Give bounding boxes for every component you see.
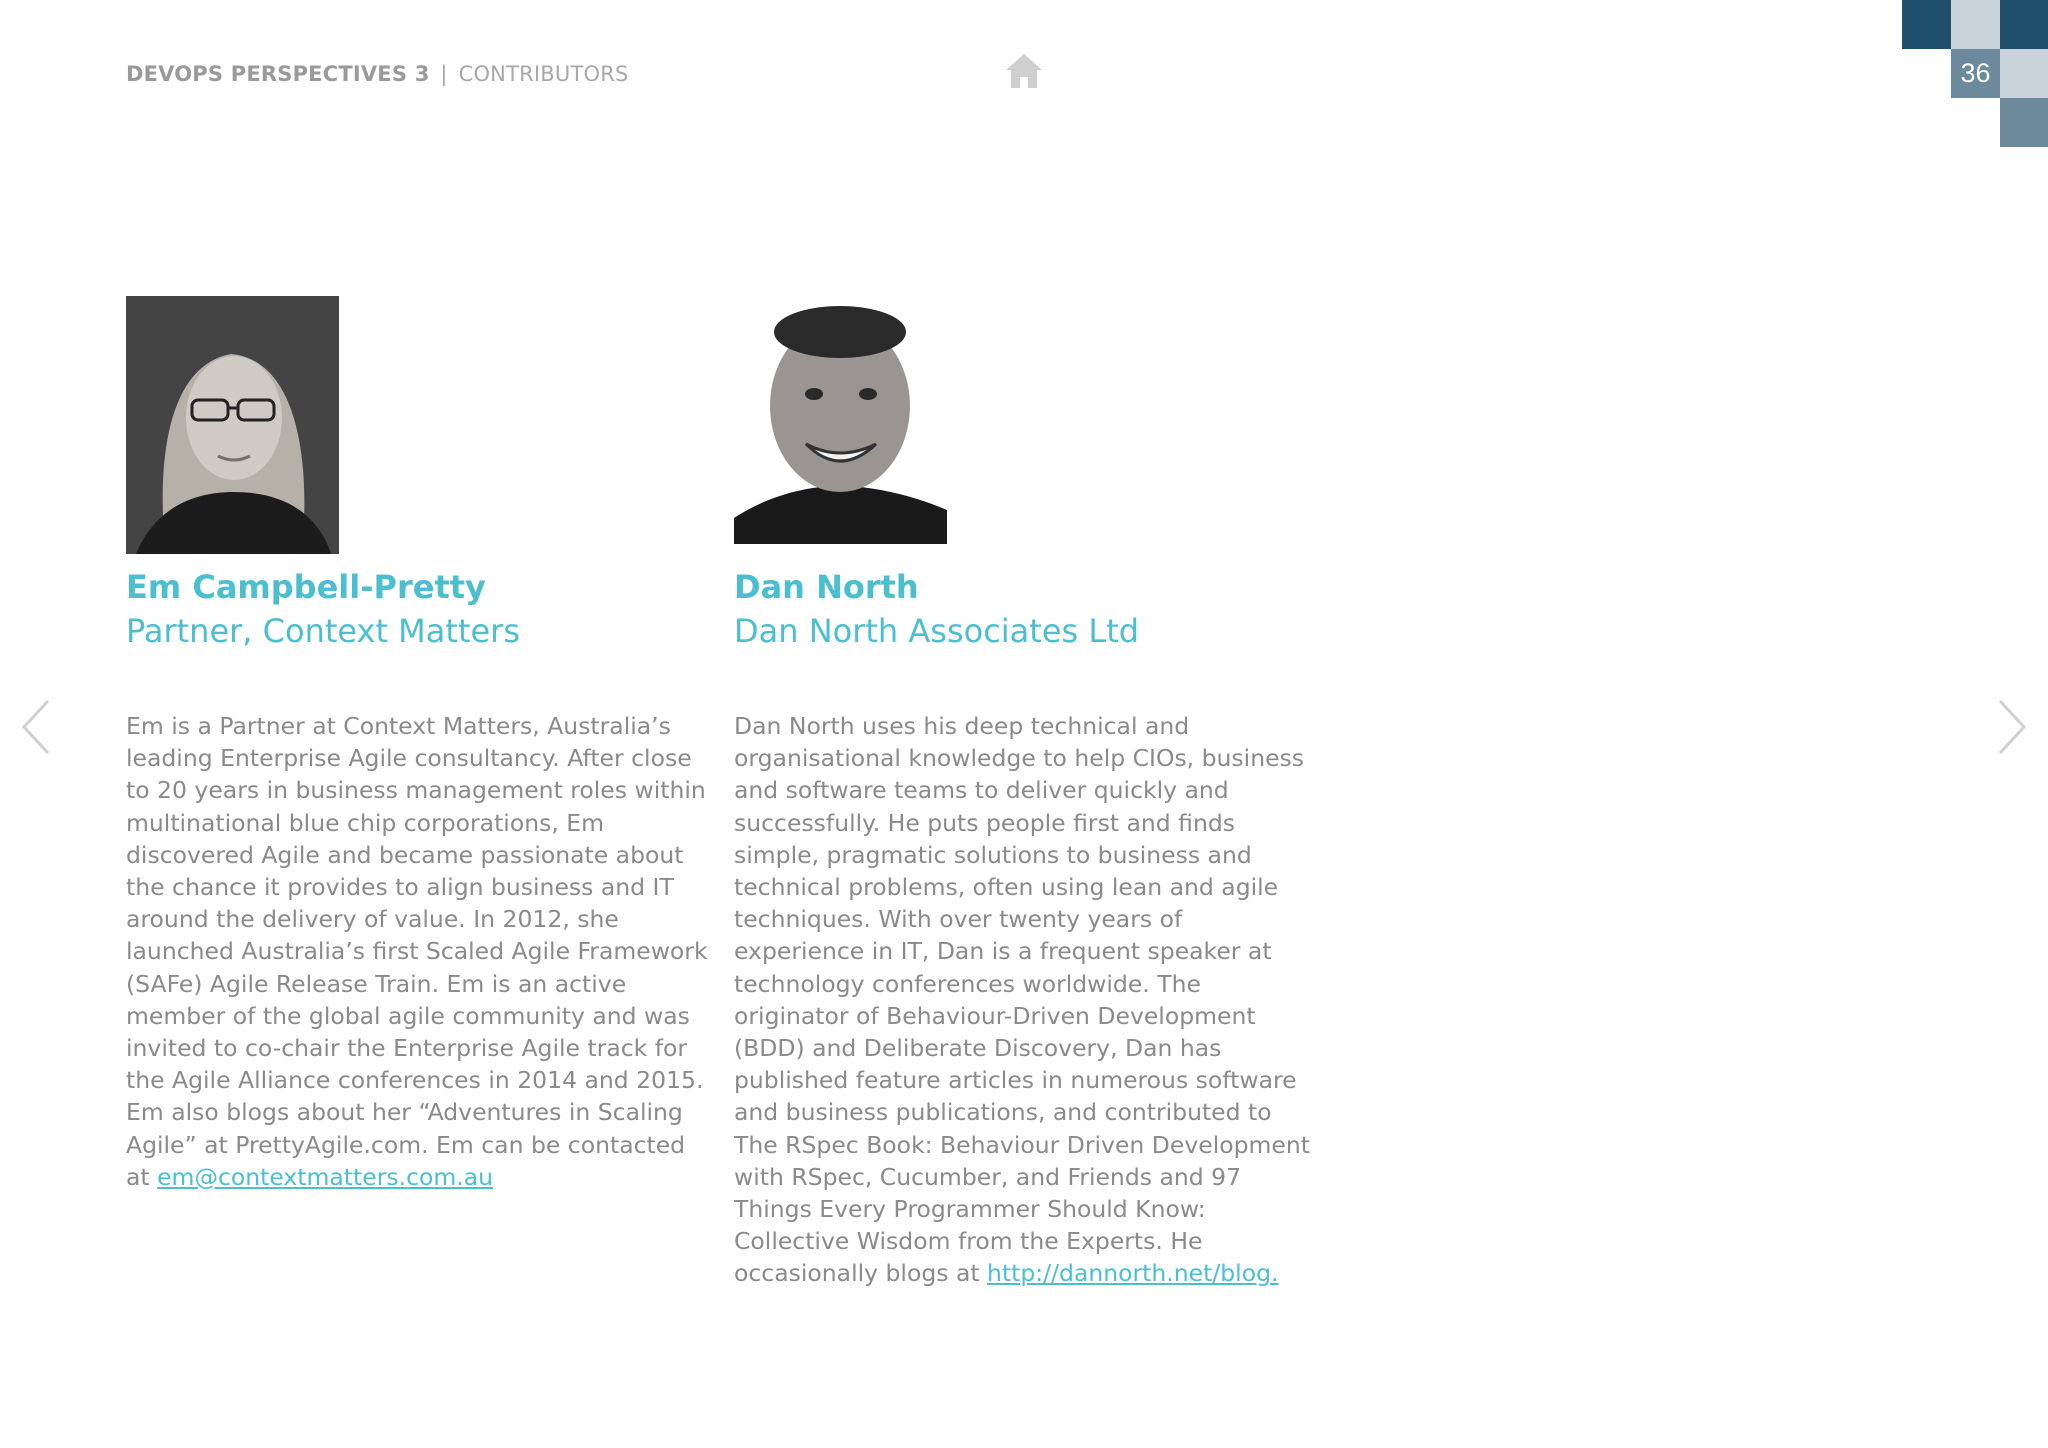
contributor-role: Partner, Context Matters bbox=[126, 612, 520, 650]
contributor-name: Dan North bbox=[734, 568, 919, 606]
contributor-name: Em Campbell-Pretty bbox=[126, 568, 486, 606]
chevron-left-icon[interactable] bbox=[18, 695, 58, 759]
corner-square-light bbox=[2000, 49, 2048, 98]
email-link[interactable]: em@contextmatters.com.au bbox=[157, 1162, 494, 1191]
contributor-card bbox=[734, 296, 1314, 1288]
bio-text: Em is a Partner at Context Matters, Australia’s leading Enterprise Agile consultancy. After close to 20 years in business management roles within multinational blue chip corporations, Em discovered Agile and became passionate about the chance it provides to align business and IT around the delivery of value. In 2012, she launched Australia’s first Scaled Agile Framework (SAFe) Agile Release Train. Em is an active member of the global agile community and was invited to co-chair the Enterprise Agile track for the Agile Alliance conferences in 2014 and 2015. Em also blogs about her “Adventures in Scaling Agile” at PrettyAgile.com. Em can be contacted at bbox=[126, 712, 708, 1191]
chevron-right-icon[interactable] bbox=[1990, 695, 2030, 759]
section-title: CONTRIBUTORS bbox=[458, 62, 629, 86]
header-separator: | bbox=[440, 62, 448, 86]
contributor-role: Dan North Associates Ltd bbox=[734, 612, 1140, 650]
contributor-photo bbox=[734, 296, 947, 544]
corner-square-light bbox=[1951, 0, 2000, 49]
blog-link[interactable]: http://dannorth.net/blog. bbox=[987, 1259, 1279, 1288]
corner-square-dark bbox=[1902, 0, 1951, 49]
corner-square-dark bbox=[2000, 0, 2048, 49]
bio-text: Dan North uses his deep technical and organisational knowledge to help CIOs, business and software teams to deliver quickly and successfully. He puts people first and finds simple, pragmatic solutions to business and technical problems, often using lean and agile techniques. With over twenty years of experience in IT, Dan is a frequent speaker at technology conferences worldwide. The originator of Behaviour-Driven Development (BDD) and Deliberate Discovery, Dan has published feature articles in numerous software and business publications, and contributed to The RSpec Book: Behaviour Driven Development with RSpec, Cucumber, and Friends and 97 Things Every Programmer Should Know: Collective Wisdom from the Experts. He occasionally blogs at bbox=[734, 712, 1310, 1288]
page-number: 36 bbox=[1960, 58, 1991, 88]
contributor-bio bbox=[126, 710, 711, 1193]
contributor-bio bbox=[734, 710, 1319, 1290]
corner-square-mid bbox=[2000, 98, 2048, 147]
running-header bbox=[126, 62, 629, 86]
contributor-card bbox=[126, 296, 708, 1191]
publication-title: DEVOPS PERSPECTIVES 3 bbox=[126, 62, 430, 86]
home-icon[interactable] bbox=[1004, 52, 1044, 90]
contributor-photo bbox=[126, 296, 339, 554]
